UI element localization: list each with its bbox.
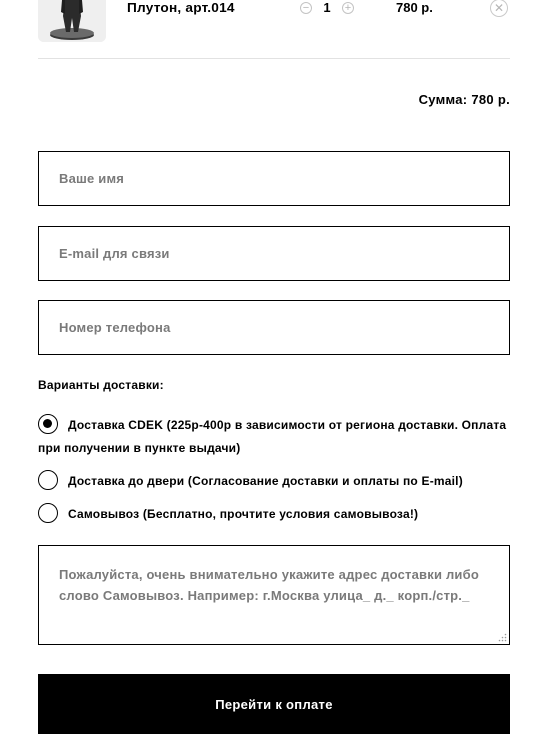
delivery-options-title: Варианты доставки: xyxy=(38,378,164,392)
name-input[interactable] xyxy=(38,151,510,206)
close-circle-icon[interactable]: ✕ xyxy=(490,0,508,17)
delivery-option-pickup[interactable] xyxy=(38,503,510,526)
delivery-option-label: Самовывоз (Бесплатно, прочтите условия самовывоза!) xyxy=(68,507,419,521)
plus-circle-icon[interactable]: + xyxy=(342,2,354,14)
minus-circle-icon[interactable]: − xyxy=(300,2,312,14)
radio-unchecked-icon[interactable] xyxy=(38,470,58,490)
email-input[interactable] xyxy=(38,226,510,281)
delivery-option-label: Доставка CDEK (225р-400р в зависимости от региона доставки. Оплата при получении в пункте выдачи) xyxy=(38,418,507,455)
proceed-to-payment-button[interactable]: Перейти к оплате xyxy=(38,674,510,734)
phone-input[interactable] xyxy=(38,300,510,355)
phone-input-placeholder: Номер телефона xyxy=(59,320,171,335)
product-name: Плутон, арт.014 xyxy=(127,0,235,15)
radio-checked-icon[interactable] xyxy=(38,414,58,434)
name-input-placeholder: Ваше имя xyxy=(59,171,125,186)
cart-item-row xyxy=(38,0,510,59)
product-thumbnail[interactable] xyxy=(38,0,106,42)
quantity-stepper xyxy=(300,0,354,16)
delivery-option-cdek[interactable] xyxy=(38,414,510,460)
product-price: 780 р. xyxy=(396,0,433,15)
address-textarea[interactable] xyxy=(38,545,510,645)
order-total: Сумма: 780 р. xyxy=(418,92,510,107)
address-textarea-placeholder: Пожалуйста, очень внимательно укажите адрес доставки либо слово Самовывоз. Например: г.Москва улица_ д._ корп./стр._ xyxy=(59,567,479,603)
quantity-value: 1 xyxy=(323,0,331,15)
radio-unchecked-icon[interactable] xyxy=(38,503,58,523)
email-input-placeholder: E-mail для связи xyxy=(59,246,170,261)
figure-image xyxy=(38,0,106,42)
resize-grip-icon[interactable] xyxy=(497,632,507,642)
delivery-option-label: Доставка до двери (Согласование доставки и оплаты по E-mail) xyxy=(68,474,463,488)
delivery-option-door[interactable] xyxy=(38,470,510,493)
